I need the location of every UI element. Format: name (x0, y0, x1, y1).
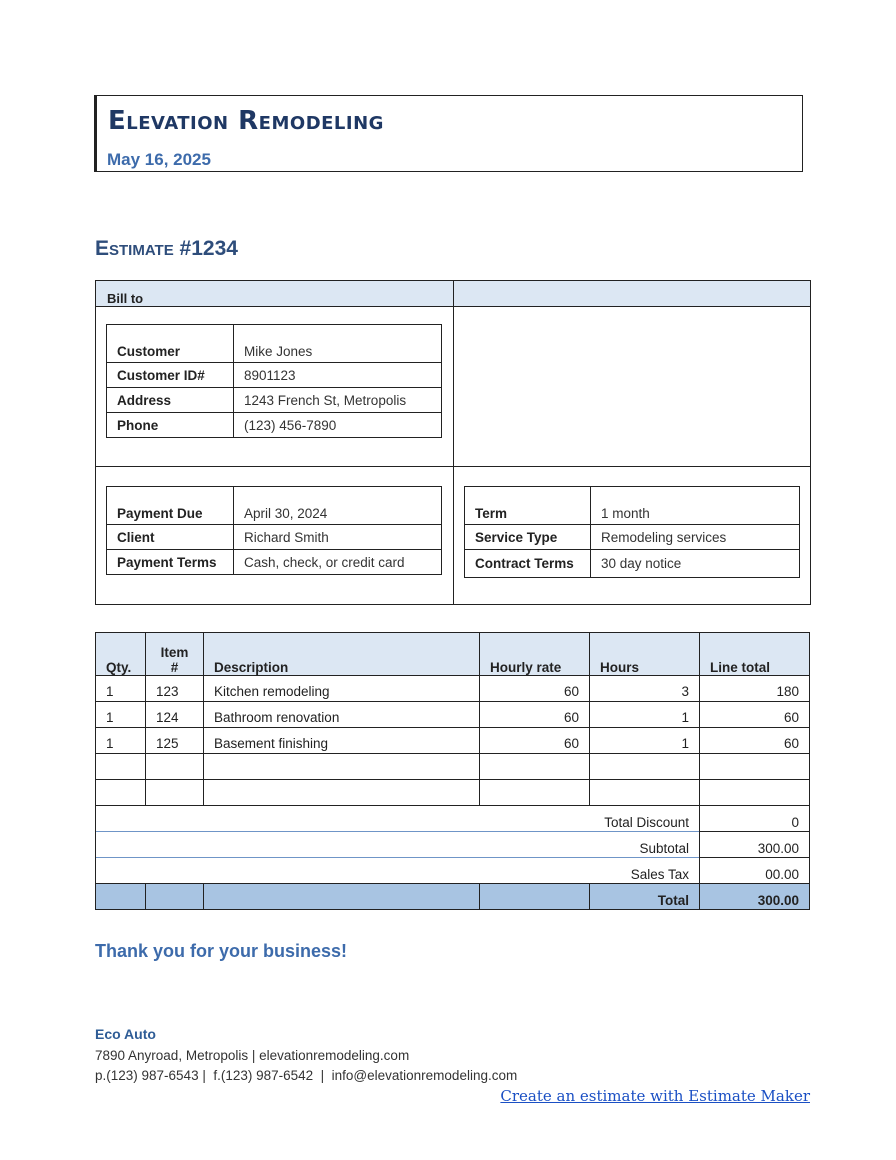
table-row (96, 728, 810, 754)
payment-value: Richard Smith (234, 525, 442, 550)
cell-hours (590, 754, 700, 780)
discount-value: 0 (700, 806, 810, 832)
cell-hours: 1 (590, 702, 700, 728)
cell-description: Kitchen remodeling (204, 676, 480, 702)
cell-item-no (146, 780, 204, 806)
term-key: Contract Terms (465, 550, 591, 578)
cell-rate: 60 (480, 728, 590, 754)
bill-to-label: Bill to (107, 291, 144, 306)
customer-key: Address (107, 388, 234, 413)
cell-rate: 60 (480, 702, 590, 728)
cell-rate (480, 780, 590, 806)
cell-item-no (146, 754, 204, 780)
customer-table (106, 324, 442, 438)
subtotal-row (96, 832, 810, 858)
payment-table (106, 486, 442, 575)
customer-value: 1243 French St, Metropolis (234, 388, 442, 413)
cell-hours (590, 780, 700, 806)
header-hourly-rate: Hourly rate (480, 633, 590, 676)
bill-to-header-right (453, 280, 811, 307)
total-spacer (146, 884, 204, 910)
cell-total: 60 (700, 702, 810, 728)
cell-qty (96, 754, 146, 780)
thank-you-message: Thank you for your business! (95, 941, 348, 961)
term-key: Term (465, 487, 591, 525)
footer-address: 7890 Anyroad, Metropolis | elevationremodeling.com (95, 1048, 410, 1063)
cell-qty (96, 780, 146, 806)
customer-key: Phone (107, 413, 234, 438)
cell-total: 60 (700, 728, 810, 754)
tax-label: Sales Tax (96, 858, 700, 884)
payment-key: Payment Due (107, 487, 234, 525)
header-hours: Hours (590, 633, 700, 676)
estimate-date: May 16, 2025 (107, 150, 211, 169)
cell-item-no: 125 (146, 728, 204, 754)
divider-horizontal (95, 466, 811, 467)
payment-key: Payment Terms (107, 550, 234, 575)
table-row (96, 702, 810, 728)
cell-hours: 3 (590, 676, 700, 702)
header-line-total: Line total (700, 633, 810, 676)
cell-total (700, 754, 810, 780)
cell-total (700, 780, 810, 806)
term-key: Service Type (465, 525, 591, 550)
term-value: Remodeling services (591, 525, 800, 550)
cell-qty: 1 (96, 676, 146, 702)
header-item-no: Item # (146, 633, 204, 676)
cell-item-no: 124 (146, 702, 204, 728)
payment-value: April 30, 2024 (234, 487, 442, 525)
bill-to-header (95, 280, 454, 307)
table-row (96, 780, 810, 806)
items-header-row (96, 633, 810, 676)
payment-value: Cash, check, or credit card (234, 550, 442, 575)
footer-contact: p.(123) 987-6543 | f.(123) 987-6542 | info@elevationremodeling.com (95, 1068, 518, 1083)
cell-total: 180 (700, 676, 810, 702)
term-row (465, 550, 800, 578)
footer-company: Eco Auto (95, 1026, 156, 1042)
total-row (96, 884, 810, 910)
cell-qty: 1 (96, 728, 146, 754)
total-spacer (480, 884, 590, 910)
payment-row (107, 487, 442, 525)
company-name: Elevation Remodeling (108, 106, 384, 136)
total-spacer (204, 884, 480, 910)
payment-row (107, 550, 442, 575)
cell-rate: 60 (480, 676, 590, 702)
customer-value: (123) 456-7890 (234, 413, 442, 438)
customer-row (107, 363, 442, 388)
header-qty: Qty. (96, 633, 146, 676)
estimate-maker-link[interactable]: Create an estimate with Estimate Maker (500, 1087, 810, 1105)
discount-label: Total Discount (96, 806, 700, 832)
cell-hours: 1 (590, 728, 700, 754)
customer-key: Customer ID# (107, 363, 234, 388)
term-row (465, 525, 800, 550)
customer-value: Mike Jones (234, 325, 442, 363)
cell-description (204, 754, 480, 780)
subtotal-value: 300.00 (700, 832, 810, 858)
tax-value: 00.00 (700, 858, 810, 884)
customer-row (107, 413, 442, 438)
estimate-title: Estimate #1234 (95, 237, 238, 260)
cell-description: Bathroom renovation (204, 702, 480, 728)
total-value: 300.00 (700, 884, 810, 910)
header-description: Description (204, 633, 480, 676)
customer-row (107, 325, 442, 363)
cell-item-no: 123 (146, 676, 204, 702)
term-value: 30 day notice (591, 550, 800, 578)
tax-row (96, 858, 810, 884)
divider-vertical (453, 280, 454, 605)
cell-description (204, 780, 480, 806)
subtotal-label: Subtotal (96, 832, 700, 858)
customer-value: 8901123 (234, 363, 442, 388)
customer-key: Customer (107, 325, 234, 363)
cell-qty: 1 (96, 702, 146, 728)
cell-rate (480, 754, 590, 780)
payment-key: Client (107, 525, 234, 550)
discount-row (96, 806, 810, 832)
term-table (464, 486, 800, 578)
total-label: Total (590, 884, 700, 910)
cell-description: Basement finishing (204, 728, 480, 754)
term-row (465, 487, 800, 525)
total-spacer (96, 884, 146, 910)
term-value: 1 month (591, 487, 800, 525)
payment-row (107, 525, 442, 550)
items-table (95, 632, 810, 910)
customer-row (107, 388, 442, 413)
table-row (96, 676, 810, 702)
table-row (96, 754, 810, 780)
